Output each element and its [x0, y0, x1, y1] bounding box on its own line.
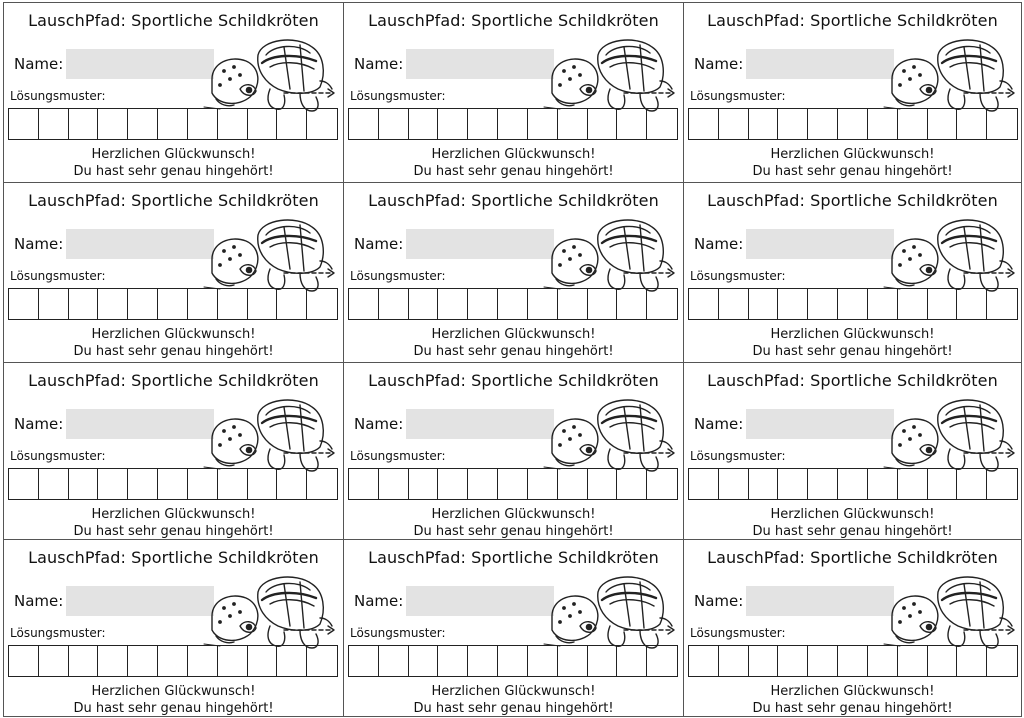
turtle-icon — [540, 570, 682, 654]
congratulations-line-2: Du hast sehr genau hingehört! — [413, 344, 614, 359]
answer-box[interactable] — [379, 646, 409, 676]
answer-box[interactable] — [719, 646, 749, 676]
card-title: LauschPfad: Sportliche Schildkröten — [368, 11, 659, 30]
congratulations-line-1: Herzlichen Glückwunsch! — [91, 147, 256, 162]
answer-box[interactable] — [689, 109, 719, 139]
answer-box[interactable] — [868, 469, 898, 499]
card — [683, 182, 1022, 363]
answer-box[interactable] — [719, 469, 749, 499]
congratulations-line-2: Du hast sehr genau hingehört! — [413, 524, 614, 539]
answer-box[interactable] — [98, 469, 128, 499]
answer-box[interactable] — [438, 109, 468, 139]
answer-box[interactable] — [749, 646, 779, 676]
solution-pattern-boxes — [8, 468, 338, 500]
card — [683, 2, 1022, 183]
answer-box[interactable] — [307, 469, 337, 499]
solution-pattern-label: Lösungsmuster: — [350, 269, 446, 283]
answer-box[interactable] — [898, 646, 928, 676]
answer-box[interactable] — [158, 289, 188, 319]
answer-box[interactable] — [468, 109, 498, 139]
answer-box[interactable] — [528, 289, 558, 319]
answer-box[interactable] — [188, 646, 218, 676]
answer-box[interactable] — [158, 469, 188, 499]
answer-box[interactable] — [957, 289, 987, 319]
answer-box[interactable] — [928, 469, 958, 499]
answer-box[interactable] — [808, 646, 838, 676]
answer-box[interactable] — [957, 109, 987, 139]
answer-box[interactable] — [719, 109, 749, 139]
answer-box[interactable] — [218, 646, 248, 676]
congratulations-line-1: Herzlichen Glückwunsch! — [431, 147, 596, 162]
congratulations-line-2: Du hast sehr genau hingehört! — [413, 164, 614, 179]
answer-box[interactable] — [468, 646, 498, 676]
answer-box[interactable] — [647, 289, 677, 319]
answer-box[interactable] — [128, 646, 158, 676]
congratulations-line-2: Du hast sehr genau hingehört! — [752, 524, 953, 539]
name-label: Name: — [354, 55, 404, 73]
congratulations-text — [344, 146, 683, 180]
answer-box[interactable] — [98, 109, 128, 139]
answer-box[interactable] — [349, 289, 379, 319]
card — [3, 539, 344, 717]
name-label: Name: — [354, 592, 404, 610]
solution-pattern-boxes — [688, 108, 1018, 140]
answer-box[interactable] — [379, 109, 409, 139]
answer-box[interactable] — [647, 109, 677, 139]
congratulations-line-2: Du hast sehr genau hingehört! — [73, 524, 274, 539]
name-label: Name: — [694, 55, 744, 73]
turtle-icon — [880, 33, 1022, 117]
answer-box[interactable] — [778, 289, 808, 319]
answer-box[interactable] — [158, 109, 188, 139]
answer-box[interactable] — [379, 469, 409, 499]
answer-box[interactable] — [749, 109, 779, 139]
congratulations-line-1: Herzlichen Glückwunsch! — [431, 684, 596, 699]
answer-box[interactable] — [69, 469, 99, 499]
solution-pattern-label: Lösungsmuster: — [690, 269, 786, 283]
congratulations-line-2: Du hast sehr genau hingehört! — [752, 344, 953, 359]
name-field[interactable] — [66, 49, 214, 79]
answer-box[interactable] — [498, 109, 528, 139]
answer-box[interactable] — [588, 469, 618, 499]
congratulations-line-1: Herzlichen Glückwunsch! — [770, 507, 935, 522]
answer-box[interactable] — [558, 646, 588, 676]
answer-box[interactable] — [617, 289, 647, 319]
answer-box[interactable] — [39, 646, 69, 676]
answer-box[interactable] — [438, 289, 468, 319]
name-label: Name: — [14, 55, 64, 73]
card-title: LauschPfad: Sportliche Schildkröten — [28, 371, 319, 390]
solution-pattern-label: Lösungsmuster: — [10, 626, 106, 640]
answer-box[interactable] — [808, 109, 838, 139]
name-field[interactable] — [406, 229, 554, 259]
solution-pattern-label: Lösungsmuster: — [690, 89, 786, 103]
turtle-icon — [200, 393, 342, 477]
congratulations-line-1: Herzlichen Glückwunsch! — [91, 327, 256, 342]
name-field[interactable] — [746, 586, 894, 616]
answer-box[interactable] — [689, 646, 719, 676]
name-field[interactable] — [746, 409, 894, 439]
solution-pattern-boxes — [688, 645, 1018, 677]
answer-box[interactable] — [898, 469, 928, 499]
answer-box[interactable] — [409, 646, 439, 676]
name-label: Name: — [14, 415, 64, 433]
answer-box[interactable] — [928, 109, 958, 139]
congratulations-line-2: Du hast sehr genau hingehört! — [752, 701, 953, 716]
answer-box[interactable] — [438, 469, 468, 499]
congratulations-line-1: Herzlichen Glückwunsch! — [770, 327, 935, 342]
answer-box[interactable] — [498, 289, 528, 319]
answer-box[interactable] — [218, 289, 248, 319]
answer-box[interactable] — [128, 289, 158, 319]
solution-pattern-boxes — [8, 288, 338, 320]
answer-box[interactable] — [838, 289, 868, 319]
card-title: LauschPfad: Sportliche Schildkröten — [707, 548, 998, 567]
answer-box[interactable] — [9, 646, 39, 676]
answer-box[interactable] — [719, 289, 749, 319]
card — [3, 2, 344, 183]
answer-box[interactable] — [39, 469, 69, 499]
solution-pattern-boxes — [688, 468, 1018, 500]
answer-box[interactable] — [987, 109, 1017, 139]
turtle-icon — [540, 393, 682, 477]
answer-box[interactable] — [528, 109, 558, 139]
answer-box[interactable] — [928, 289, 958, 319]
answer-box[interactable] — [69, 109, 99, 139]
congratulations-text — [4, 506, 343, 540]
answer-box[interactable] — [9, 469, 39, 499]
name-field[interactable] — [406, 586, 554, 616]
answer-box[interactable] — [248, 289, 278, 319]
answer-box[interactable] — [617, 646, 647, 676]
solution-pattern-label: Lösungsmuster: — [350, 449, 446, 463]
card-title: LauschPfad: Sportliche Schildkröten — [28, 11, 319, 30]
card-title: LauschPfad: Sportliche Schildkröten — [28, 548, 319, 567]
answer-box[interactable] — [528, 646, 558, 676]
answer-box[interactable] — [188, 469, 218, 499]
turtle-icon — [540, 213, 682, 297]
solution-pattern-boxes — [348, 468, 678, 500]
turtle-icon — [880, 393, 1022, 477]
answer-box[interactable] — [98, 289, 128, 319]
name-label: Name: — [14, 235, 64, 253]
answer-box[interactable] — [9, 289, 39, 319]
card — [343, 539, 684, 717]
answer-box[interactable] — [248, 646, 278, 676]
solution-pattern-boxes — [8, 645, 338, 677]
answer-box[interactable] — [808, 289, 838, 319]
card-title: LauschPfad: Sportliche Schildkröten — [707, 11, 998, 30]
answer-box[interactable] — [868, 109, 898, 139]
answer-box[interactable] — [868, 289, 898, 319]
answer-box[interactable] — [987, 469, 1017, 499]
answer-box[interactable] — [307, 646, 337, 676]
card — [683, 539, 1022, 717]
card — [343, 362, 684, 540]
turtle-icon — [200, 33, 342, 117]
answer-box[interactable] — [689, 469, 719, 499]
solution-pattern-boxes — [348, 108, 678, 140]
congratulations-line-1: Herzlichen Glückwunsch! — [770, 684, 935, 699]
solution-pattern-boxes — [348, 645, 678, 677]
answer-box[interactable] — [558, 109, 588, 139]
answer-box[interactable] — [188, 109, 218, 139]
answer-box[interactable] — [957, 469, 987, 499]
card-title: LauschPfad: Sportliche Schildkröten — [368, 548, 659, 567]
card — [343, 2, 684, 183]
card-title: LauschPfad: Sportliche Schildkröten — [28, 191, 319, 210]
answer-box[interactable] — [349, 646, 379, 676]
turtle-icon — [540, 33, 682, 117]
answer-box[interactable] — [39, 289, 69, 319]
name-label: Name: — [694, 592, 744, 610]
answer-box[interactable] — [349, 109, 379, 139]
answer-box[interactable] — [69, 646, 99, 676]
card-title: LauschPfad: Sportliche Schildkröten — [707, 191, 998, 210]
answer-box[interactable] — [957, 646, 987, 676]
answer-box[interactable] — [248, 109, 278, 139]
solution-pattern-boxes — [8, 108, 338, 140]
answer-box[interactable] — [838, 109, 868, 139]
solution-pattern-label: Lösungsmuster: — [690, 449, 786, 463]
congratulations-line-1: Herzlichen Glückwunsch! — [431, 327, 596, 342]
answer-box[interactable] — [987, 646, 1017, 676]
congratulations-line-2: Du hast sehr genau hingehört! — [73, 344, 274, 359]
answer-box[interactable] — [468, 469, 498, 499]
answer-box[interactable] — [838, 646, 868, 676]
name-field[interactable] — [66, 586, 214, 616]
answer-box[interactable] — [98, 646, 128, 676]
name-label: Name: — [14, 592, 64, 610]
turtle-icon — [880, 213, 1022, 297]
answer-box[interactable] — [749, 469, 779, 499]
answer-box[interactable] — [9, 109, 39, 139]
answer-box[interactable] — [778, 469, 808, 499]
answer-box[interactable] — [277, 646, 307, 676]
answer-box[interactable] — [588, 646, 618, 676]
answer-box[interactable] — [69, 289, 99, 319]
name-field[interactable] — [66, 229, 214, 259]
answer-box[interactable] — [409, 109, 439, 139]
card — [343, 182, 684, 363]
answer-box[interactable] — [647, 469, 677, 499]
card-title: LauschPfad: Sportliche Schildkröten — [707, 371, 998, 390]
congratulations-line-2: Du hast sehr genau hingehört! — [752, 164, 953, 179]
name-field[interactable] — [746, 49, 894, 79]
congratulations-text — [344, 683, 683, 717]
congratulations-line-1: Herzlichen Glückwunsch! — [770, 147, 935, 162]
congratulations-text — [684, 506, 1021, 540]
answer-box[interactable] — [277, 289, 307, 319]
answer-box[interactable] — [808, 469, 838, 499]
congratulations-line-2: Du hast sehr genau hingehört! — [413, 701, 614, 716]
congratulations-text — [684, 146, 1021, 180]
name-label: Name: — [694, 415, 744, 433]
answer-box[interactable] — [588, 109, 618, 139]
answer-box[interactable] — [558, 469, 588, 499]
answer-box[interactable] — [898, 289, 928, 319]
answer-box[interactable] — [689, 289, 719, 319]
card — [683, 362, 1022, 540]
solution-pattern-label: Lösungsmuster: — [350, 89, 446, 103]
answer-box[interactable] — [218, 469, 248, 499]
turtle-icon — [200, 213, 342, 297]
card — [3, 362, 344, 540]
answer-box[interactable] — [987, 289, 1017, 319]
solution-pattern-label: Lösungsmuster: — [10, 89, 106, 103]
answer-box[interactable] — [778, 109, 808, 139]
card-title: LauschPfad: Sportliche Schildkröten — [368, 191, 659, 210]
solution-pattern-label: Lösungsmuster: — [350, 626, 446, 640]
name-field[interactable] — [66, 409, 214, 439]
answer-box[interactable] — [248, 469, 278, 499]
answer-box[interactable] — [749, 289, 779, 319]
answer-box[interactable] — [218, 109, 248, 139]
answer-box[interactable] — [898, 109, 928, 139]
turtle-icon — [880, 570, 1022, 654]
answer-box[interactable] — [498, 646, 528, 676]
answer-box[interactable] — [39, 109, 69, 139]
answer-box[interactable] — [307, 289, 337, 319]
answer-box[interactable] — [158, 646, 188, 676]
name-field[interactable] — [406, 409, 554, 439]
answer-box[interactable] — [277, 109, 307, 139]
solution-pattern-label: Lösungsmuster: — [10, 449, 106, 463]
congratulations-text — [684, 326, 1021, 360]
answer-box[interactable] — [647, 646, 677, 676]
answer-box[interactable] — [188, 289, 218, 319]
turtle-icon — [200, 570, 342, 654]
name-label: Name: — [354, 235, 404, 253]
answer-box[interactable] — [409, 289, 439, 319]
name-field[interactable] — [406, 49, 554, 79]
answer-box[interactable] — [558, 289, 588, 319]
solution-pattern-label: Lösungsmuster: — [10, 269, 106, 283]
answer-box[interactable] — [617, 469, 647, 499]
solution-pattern-label: Lösungsmuster: — [690, 626, 786, 640]
name-label: Name: — [354, 415, 404, 433]
answer-box[interactable] — [778, 646, 808, 676]
congratulations-line-2: Du hast sehr genau hingehört! — [73, 164, 274, 179]
answer-box[interactable] — [617, 109, 647, 139]
solution-pattern-boxes — [688, 288, 1018, 320]
answer-box[interactable] — [928, 646, 958, 676]
answer-box[interactable] — [468, 289, 498, 319]
name-field[interactable] — [746, 229, 894, 259]
answer-box[interactable] — [438, 646, 468, 676]
congratulations-text — [4, 326, 343, 360]
answer-box[interactable] — [379, 289, 409, 319]
congratulations-line-1: Herzlichen Glückwunsch! — [91, 684, 256, 699]
congratulations-text — [4, 146, 343, 180]
answer-box[interactable] — [128, 469, 158, 499]
answer-box[interactable] — [498, 469, 528, 499]
congratulations-line-2: Du hast sehr genau hingehört! — [73, 701, 274, 716]
name-label: Name: — [694, 235, 744, 253]
card — [3, 182, 344, 363]
congratulations-line-1: Herzlichen Glückwunsch! — [431, 507, 596, 522]
congratulations-text — [344, 326, 683, 360]
answer-box[interactable] — [528, 469, 558, 499]
answer-box[interactable] — [588, 289, 618, 319]
congratulations-text — [684, 683, 1021, 717]
solution-pattern-boxes — [348, 288, 678, 320]
congratulations-line-1: Herzlichen Glückwunsch! — [91, 507, 256, 522]
congratulations-text — [4, 683, 343, 717]
answer-box[interactable] — [277, 469, 307, 499]
answer-box[interactable] — [128, 109, 158, 139]
answer-box[interactable] — [349, 469, 379, 499]
congratulations-text — [344, 506, 683, 540]
answer-box[interactable] — [868, 646, 898, 676]
answer-box[interactable] — [838, 469, 868, 499]
answer-box[interactable] — [409, 469, 439, 499]
answer-box[interactable] — [307, 109, 337, 139]
card-title: LauschPfad: Sportliche Schildkröten — [368, 371, 659, 390]
